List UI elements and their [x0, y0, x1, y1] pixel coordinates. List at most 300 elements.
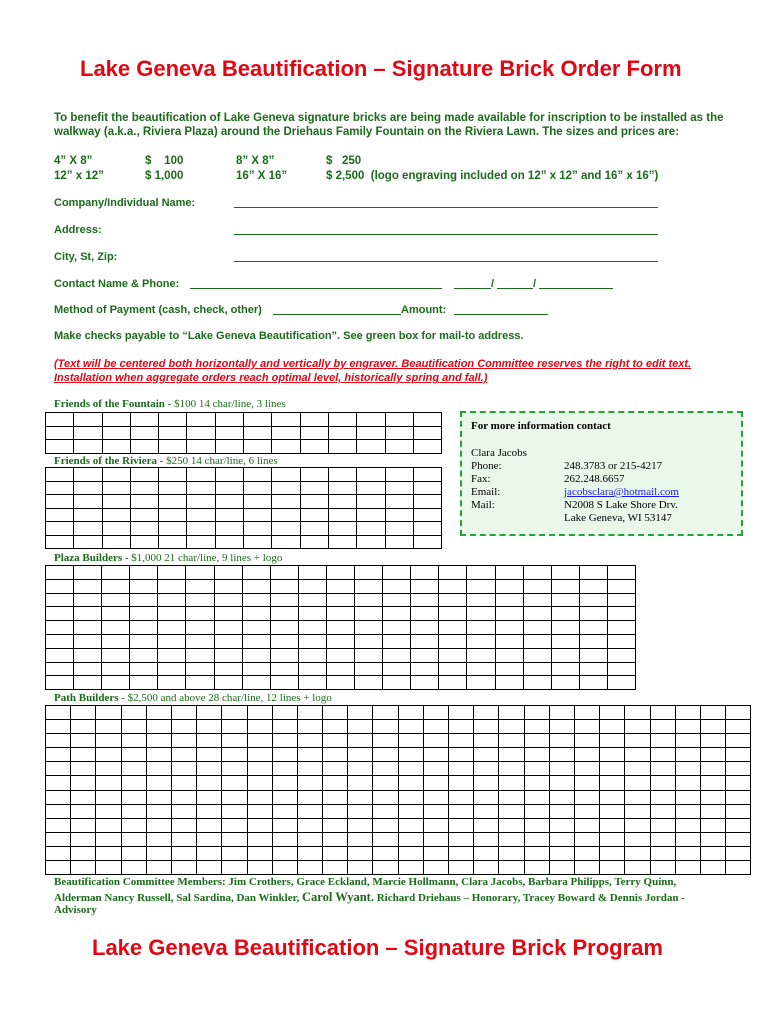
grid-cell[interactable] [222, 847, 247, 861]
grid-cell[interactable] [147, 776, 172, 790]
grid-cell[interactable] [298, 776, 323, 790]
grid-cell[interactable] [323, 805, 348, 819]
grid-cell[interactable] [701, 720, 726, 734]
grid-cell[interactable] [46, 495, 74, 509]
grid-cell[interactable] [575, 833, 600, 847]
grid-cell[interactable] [676, 847, 701, 861]
grid-cell[interactable] [272, 495, 300, 509]
grid-cell[interactable] [46, 833, 71, 847]
grid-cell[interactable] [552, 607, 580, 621]
grid-cell[interactable] [197, 805, 222, 819]
grid-cell[interactable] [273, 762, 298, 776]
grid-cell[interactable] [159, 427, 187, 441]
grid-cell[interactable] [348, 776, 373, 790]
grid-cell[interactable] [243, 663, 271, 677]
grid-cell[interactable] [96, 833, 121, 847]
grid-cell[interactable] [357, 440, 385, 454]
grid-cell[interactable] [580, 649, 608, 663]
grid-cell[interactable] [186, 566, 214, 580]
grid-cell[interactable] [355, 607, 383, 621]
grid-cell[interactable] [496, 635, 524, 649]
grid-cell[interactable] [357, 495, 385, 509]
grid-cell[interactable] [244, 440, 272, 454]
grid-cell[interactable] [608, 580, 636, 594]
grid-cell[interactable] [96, 734, 121, 748]
grid-cell[interactable] [449, 720, 474, 734]
grid-cell[interactable] [651, 776, 676, 790]
grid-cell[interactable] [651, 819, 676, 833]
grid-cell[interactable] [244, 536, 272, 550]
grid-cell[interactable] [676, 762, 701, 776]
grid-cell[interactable] [383, 566, 411, 580]
grid-cell[interactable] [71, 791, 96, 805]
grid-cell[interactable] [449, 791, 474, 805]
grid-cell[interactable] [172, 847, 197, 861]
grid-cell[interactable] [525, 861, 550, 875]
grid-cell[interactable] [71, 720, 96, 734]
grid-cell[interactable] [550, 861, 575, 875]
grid-cell[interactable] [373, 720, 398, 734]
grid-cell[interactable] [414, 495, 442, 509]
grid-cell[interactable] [474, 720, 499, 734]
grid-cell[interactable] [74, 495, 102, 509]
grid-cell[interactable] [651, 861, 676, 875]
grid-cell[interactable] [524, 594, 552, 608]
grid-cell[interactable] [271, 566, 299, 580]
grid-cell[interactable] [355, 566, 383, 580]
grid-cell[interactable] [131, 482, 159, 496]
grid-cell[interactable] [499, 805, 524, 819]
grid-cell[interactable] [449, 748, 474, 762]
grid-cell[interactable] [726, 776, 751, 790]
grid-cell[interactable] [348, 833, 373, 847]
grid-cell[interactable] [248, 847, 273, 861]
grid-cell[interactable] [46, 649, 74, 663]
grid-cell[interactable] [122, 833, 147, 847]
grid-cell[interactable] [298, 861, 323, 875]
grid-cell[interactable] [499, 847, 524, 861]
grid-cell[interactable] [399, 791, 424, 805]
grid-cell[interactable] [449, 762, 474, 776]
grid-cell[interactable] [373, 791, 398, 805]
grid-cell[interactable] [373, 861, 398, 875]
grid-cell[interactable] [552, 621, 580, 635]
grid-cell[interactable] [103, 468, 131, 482]
grid-cell[interactable] [525, 776, 550, 790]
grid-cell[interactable] [273, 861, 298, 875]
phone-area-field[interactable] [454, 288, 491, 289]
grid-cell[interactable] [600, 706, 625, 720]
grid-cell[interactable] [96, 805, 121, 819]
grid-cell[interactable] [273, 734, 298, 748]
grid-cell[interactable] [216, 413, 244, 427]
contact-name-field[interactable] [190, 288, 442, 289]
grid-cell[interactable] [580, 580, 608, 594]
grid-cell[interactable] [272, 522, 300, 536]
grid-cell[interactable] [355, 580, 383, 594]
grid-cell[interactable] [525, 734, 550, 748]
grid-cell[interactable] [197, 762, 222, 776]
grid-cell[interactable] [215, 566, 243, 580]
grid-cell[interactable] [122, 847, 147, 861]
grid-cell[interactable] [496, 580, 524, 594]
grid-cell[interactable] [323, 762, 348, 776]
grid-cell[interactable] [625, 776, 650, 790]
grid-cell[interactable] [411, 607, 439, 621]
grid-cell[interactable] [74, 663, 102, 677]
grid-cell[interactable] [580, 566, 608, 580]
grid-cell[interactable] [625, 861, 650, 875]
grid-cell[interactable] [399, 861, 424, 875]
grid-cell[interactable] [147, 734, 172, 748]
grid-cell[interactable] [102, 580, 130, 594]
grid-cell[interactable] [608, 566, 636, 580]
grid-cell[interactable] [216, 522, 244, 536]
grid-cell[interactable] [71, 762, 96, 776]
grid-cell[interactable] [222, 734, 247, 748]
grid-cell[interactable] [298, 791, 323, 805]
grid-cell[interactable] [248, 748, 273, 762]
grid-cell[interactable] [575, 720, 600, 734]
grid-cell[interactable] [103, 495, 131, 509]
grid-cell[interactable] [298, 819, 323, 833]
grid-cell[interactable] [131, 536, 159, 550]
grid-cell[interactable] [323, 833, 348, 847]
grid-cell[interactable] [701, 805, 726, 819]
grid-cell[interactable] [103, 509, 131, 523]
grid-cell[interactable] [580, 676, 608, 690]
grid-cell[interactable] [159, 522, 187, 536]
grid-cell[interactable] [172, 805, 197, 819]
grid-cell[interactable] [243, 649, 271, 663]
grid-cell[interactable] [726, 748, 751, 762]
grid-cell[interactable] [474, 706, 499, 720]
grid-cell[interactable] [550, 805, 575, 819]
grid-cell[interactable] [271, 580, 299, 594]
grid-cell[interactable] [474, 734, 499, 748]
grid-cell[interactable] [550, 734, 575, 748]
grid-cell[interactable] [651, 847, 676, 861]
grid-cell[interactable] [301, 482, 329, 496]
grid-cell[interactable] [103, 427, 131, 441]
grid-cell[interactable] [580, 607, 608, 621]
grid-cell[interactable] [271, 607, 299, 621]
grid-cell[interactable] [172, 734, 197, 748]
grid-cell[interactable] [46, 427, 74, 441]
grid-cell[interactable] [298, 748, 323, 762]
grid-cell[interactable] [248, 805, 273, 819]
grid-cell[interactable] [329, 495, 357, 509]
grid-cell[interactable] [272, 482, 300, 496]
grid-cell[interactable] [676, 819, 701, 833]
grid-cell[interactable] [96, 748, 121, 762]
grid-cell[interactable] [348, 847, 373, 861]
grid-cell[interactable] [449, 819, 474, 833]
grid-cell[interactable] [600, 805, 625, 819]
grid-cell[interactable] [550, 720, 575, 734]
grid-cell[interactable] [726, 720, 751, 734]
grid-cell[interactable] [424, 833, 449, 847]
grid-cell[interactable] [96, 819, 121, 833]
grid-cell[interactable] [524, 580, 552, 594]
grid-cell[interactable] [348, 861, 373, 875]
grid-cell[interactable] [701, 861, 726, 875]
grid-cell[interactable] [355, 594, 383, 608]
grid-cell[interactable] [273, 706, 298, 720]
grid-cell[interactable] [147, 833, 172, 847]
grid-cell[interactable] [383, 663, 411, 677]
grid-cell[interactable] [399, 748, 424, 762]
grid-cell[interactable] [726, 833, 751, 847]
grid-cell[interactable] [467, 663, 495, 677]
grid-cell[interactable] [580, 594, 608, 608]
grid-cell[interactable] [186, 580, 214, 594]
grid-cell[interactable] [273, 833, 298, 847]
grid-cell[interactable] [411, 649, 439, 663]
grid-cell[interactable] [357, 522, 385, 536]
grid-cell[interactable] [272, 413, 300, 427]
grid-cell[interactable] [74, 482, 102, 496]
grid-cell[interactable] [329, 440, 357, 454]
grid-cell[interactable] [301, 427, 329, 441]
grid-cell[interactable] [46, 819, 71, 833]
grid-cell[interactable] [676, 706, 701, 720]
grid-cell[interactable] [158, 676, 186, 690]
grid-cell[interactable] [273, 819, 298, 833]
grid-cell[interactable] [46, 594, 74, 608]
grid-cell[interactable] [243, 566, 271, 580]
grid-cell[interactable] [499, 706, 524, 720]
grid-cell[interactable] [96, 791, 121, 805]
grid-cell[interactable] [357, 509, 385, 523]
grid-cell[interactable] [608, 663, 636, 677]
grid-cell[interactable] [272, 427, 300, 441]
grid-cell[interactable] [580, 635, 608, 649]
grid-cell[interactable] [244, 522, 272, 536]
grid-cell[interactable] [676, 791, 701, 805]
grid-cell[interactable] [222, 861, 247, 875]
grid-cell[interactable] [273, 720, 298, 734]
grid-cell[interactable] [71, 847, 96, 861]
grid-cell[interactable] [414, 413, 442, 427]
grid-cell[interactable] [701, 833, 726, 847]
grid-cell[interactable] [74, 440, 102, 454]
grid-cell[interactable] [197, 776, 222, 790]
grid-cell[interactable] [323, 791, 348, 805]
grid-cell[interactable] [96, 861, 121, 875]
grid-cell[interactable] [524, 676, 552, 690]
grid-cell[interactable] [74, 607, 102, 621]
grid-cell[interactable] [46, 536, 74, 550]
grid-cell[interactable] [248, 734, 273, 748]
grid-cell[interactable] [248, 706, 273, 720]
grid-cell[interactable] [74, 536, 102, 550]
grid-cell[interactable] [248, 819, 273, 833]
grid-cell[interactable] [373, 734, 398, 748]
grid-cell[interactable] [243, 607, 271, 621]
grid-cell[interactable] [608, 635, 636, 649]
phone-number-field[interactable] [539, 288, 613, 289]
grid-cell[interactable] [552, 649, 580, 663]
grid-cell[interactable] [414, 427, 442, 441]
grid-cell[interactable] [74, 522, 102, 536]
payment-field[interactable] [273, 314, 401, 315]
grid-cell[interactable] [46, 734, 71, 748]
grid-cell[interactable] [575, 762, 600, 776]
grid-cell[interactable] [186, 676, 214, 690]
grid-cell[interactable] [383, 621, 411, 635]
grid-cell[interactable] [147, 762, 172, 776]
grid-cell[interactable] [46, 847, 71, 861]
grid-cell[interactable] [222, 805, 247, 819]
grid-cell[interactable] [575, 819, 600, 833]
grid-cell[interactable] [550, 748, 575, 762]
grid-cell[interactable] [74, 649, 102, 663]
grid-cell[interactable] [186, 594, 214, 608]
amount-field[interactable] [454, 314, 548, 315]
grid-cell[interactable] [701, 791, 726, 805]
grid-cell[interactable] [600, 833, 625, 847]
grid-cell[interactable] [216, 536, 244, 550]
grid-cell[interactable] [71, 805, 96, 819]
grid-cell[interactable] [386, 482, 414, 496]
grid-cell[interactable] [131, 440, 159, 454]
grid-cell[interactable] [222, 776, 247, 790]
grid-cell[interactable] [552, 566, 580, 580]
grid-cell[interactable] [550, 762, 575, 776]
grid-cell[interactable] [467, 594, 495, 608]
grid-cell[interactable] [273, 791, 298, 805]
grid-cell[interactable] [399, 762, 424, 776]
grid-cell[interactable] [383, 580, 411, 594]
grid-cell[interactable] [272, 440, 300, 454]
riviera-grid[interactable] [45, 467, 442, 549]
grid-cell[interactable] [96, 720, 121, 734]
grid-cell[interactable] [327, 607, 355, 621]
grid-cell[interactable] [323, 776, 348, 790]
grid-cell[interactable] [122, 734, 147, 748]
grid-cell[interactable] [552, 663, 580, 677]
grid-cell[interactable] [273, 847, 298, 861]
grid-cell[interactable] [625, 734, 650, 748]
grid-cell[interactable] [301, 509, 329, 523]
grid-cell[interactable] [726, 847, 751, 861]
grid-cell[interactable] [608, 621, 636, 635]
grid-cell[interactable] [131, 522, 159, 536]
grid-cell[interactable] [172, 776, 197, 790]
grid-cell[interactable] [96, 776, 121, 790]
grid-cell[interactable] [299, 566, 327, 580]
grid-cell[interactable] [701, 776, 726, 790]
grid-cell[interactable] [74, 580, 102, 594]
grid-cell[interactable] [273, 776, 298, 790]
grid-cell[interactable] [651, 720, 676, 734]
grid-cell[interactable] [299, 635, 327, 649]
grid-cell[interactable] [244, 468, 272, 482]
grid-cell[interactable] [271, 594, 299, 608]
grid-cell[interactable] [298, 762, 323, 776]
grid-cell[interactable] [197, 791, 222, 805]
grid-cell[interactable] [46, 635, 74, 649]
grid-cell[interactable] [46, 413, 74, 427]
grid-cell[interactable] [301, 536, 329, 550]
grid-cell[interactable] [701, 748, 726, 762]
grid-cell[interactable] [411, 594, 439, 608]
grid-cell[interactable] [243, 621, 271, 635]
grid-cell[interactable] [474, 819, 499, 833]
grid-cell[interactable] [424, 748, 449, 762]
grid-cell[interactable] [46, 861, 71, 875]
grid-cell[interactable] [608, 649, 636, 663]
grid-cell[interactable] [525, 720, 550, 734]
grid-cell[interactable] [600, 861, 625, 875]
grid-cell[interactable] [131, 509, 159, 523]
grid-cell[interactable] [215, 607, 243, 621]
grid-cell[interactable] [625, 847, 650, 861]
grid-cell[interactable] [496, 663, 524, 677]
grid-cell[interactable] [499, 791, 524, 805]
grid-cell[interactable] [131, 468, 159, 482]
grid-cell[interactable] [701, 819, 726, 833]
grid-cell[interactable] [96, 706, 121, 720]
grid-cell[interactable] [46, 805, 71, 819]
grid-cell[interactable] [215, 649, 243, 663]
grid-cell[interactable] [273, 805, 298, 819]
grid-cell[interactable] [625, 833, 650, 847]
grid-cell[interactable] [271, 621, 299, 635]
grid-cell[interactable] [386, 468, 414, 482]
grid-cell[interactable] [348, 805, 373, 819]
grid-cell[interactable] [187, 413, 215, 427]
grid-cell[interactable] [726, 734, 751, 748]
grid-cell[interactable] [474, 847, 499, 861]
grid-cell[interactable] [216, 468, 244, 482]
grid-cell[interactable] [222, 748, 247, 762]
grid-cell[interactable] [355, 676, 383, 690]
grid-cell[interactable] [271, 676, 299, 690]
grid-cell[interactable] [71, 706, 96, 720]
grid-cell[interactable] [243, 594, 271, 608]
grid-cell[interactable] [271, 635, 299, 649]
grid-cell[interactable] [399, 734, 424, 748]
grid-cell[interactable] [248, 833, 273, 847]
grid-cell[interactable] [158, 580, 186, 594]
grid-cell[interactable] [222, 720, 247, 734]
grid-cell[interactable] [46, 607, 74, 621]
grid-cell[interactable] [122, 776, 147, 790]
grid-cell[interactable] [244, 413, 272, 427]
grid-cell[interactable] [499, 833, 524, 847]
grid-cell[interactable] [355, 621, 383, 635]
grid-cell[interactable] [386, 413, 414, 427]
grid-cell[interactable] [74, 566, 102, 580]
grid-cell[interactable] [449, 833, 474, 847]
grid-cell[interactable] [399, 847, 424, 861]
grid-cell[interactable] [411, 566, 439, 580]
grid-cell[interactable] [474, 776, 499, 790]
grid-cell[interactable] [414, 536, 442, 550]
grid-cell[interactable] [499, 748, 524, 762]
grid-cell[interactable] [625, 819, 650, 833]
grid-cell[interactable] [726, 805, 751, 819]
grid-cell[interactable] [575, 805, 600, 819]
grid-cell[interactable] [525, 706, 550, 720]
grid-cell[interactable] [357, 468, 385, 482]
grid-cell[interactable] [348, 720, 373, 734]
grid-cell[interactable] [147, 861, 172, 875]
grid-cell[interactable] [373, 706, 398, 720]
grid-cell[interactable] [243, 676, 271, 690]
